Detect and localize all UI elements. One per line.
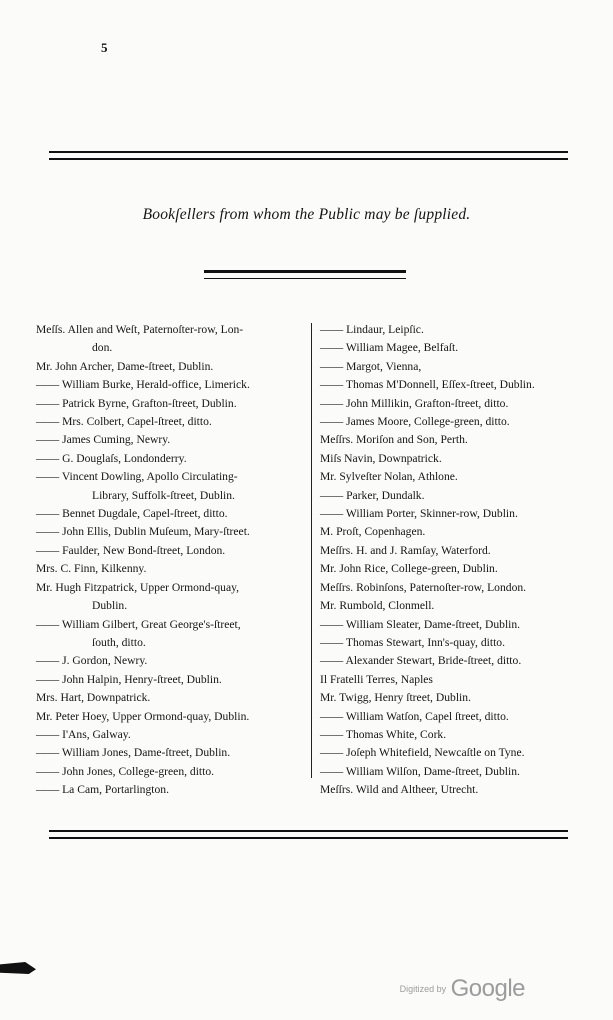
list-item: —— James Cuming, Newry. xyxy=(36,433,171,447)
list-item: Mr. Sylveſter Nolan, Athlone. xyxy=(320,470,458,484)
list-item: —— Margot, Vienna, xyxy=(320,359,422,373)
list-item: Mrs. C. Finn, Kilkenny. xyxy=(36,562,147,576)
list-item: —— J. Gordon, Newry. xyxy=(36,654,148,668)
list-item: —— Alexander Stewart, Bride-ſtreet, ditto. xyxy=(320,654,522,668)
list-item: Mr. Peter Hoey, Upper Ormond-quay, Dublin. xyxy=(36,709,250,723)
list-item: —— La Cam, Portarlington. xyxy=(36,783,169,797)
list-item: —— William Wilſon, Dame-ſtreet, Dublin. xyxy=(320,764,520,778)
list-item: —— William Sleater, Dame-ſtreet, Dublin. xyxy=(320,617,521,631)
list-item: Mr. Rumbold, Clonmell. xyxy=(320,599,435,613)
list-item: —— John Jones, College-green, ditto. xyxy=(36,764,215,778)
list-item: —— Thomas Stewart, Inn's-quay, ditto. xyxy=(320,635,505,649)
list-item: —— Parker, Dundalk. xyxy=(320,488,425,502)
watermark-prefix: Digitized by xyxy=(399,984,447,994)
google-logo: Google xyxy=(450,975,525,1002)
list-item: —— G. Douglaſs, Londonderry. xyxy=(36,451,187,465)
page-title: Bookſellers from whom the Public may be ſupplied. xyxy=(142,206,471,223)
list-item: —— John Millikin, Grafton-ſtreet, ditto. xyxy=(320,396,509,410)
list-item: Mr. Hugh Fitzpatrick, Upper Ormond-quay, xyxy=(36,580,240,594)
list-item: —— Bennet Dugdale, Capel-ſtreet, ditto. xyxy=(36,507,228,521)
list-item: —— William Magee, Belfaſt. xyxy=(320,341,459,355)
list-item: Mr. John Rice, College-green, Dublin. xyxy=(320,562,498,576)
list-item: Meſſrs. Moriſon and Son, Perth. xyxy=(320,433,468,447)
list-item: Meſſs. Allen and Weſt, Paternoſter-row, Lon- xyxy=(36,323,244,336)
top-double-rule xyxy=(49,151,568,160)
column-divider xyxy=(311,323,313,778)
list-item: —— Patrick Byrne, Grafton-ſtreet, Dublin. xyxy=(36,396,237,410)
list-item: —— William Jones, Dame-ſtreet, Dublin. xyxy=(36,746,231,760)
list-item: Miſs Navin, Downpatrick. xyxy=(320,451,442,465)
list-item: Meſſrs. Wild and Altheer, Utrecht. xyxy=(320,783,479,797)
list-item: —— Faulder, New Bond-ſtreet, London. xyxy=(36,543,226,557)
list-item: —— James Moore, College-green, ditto. xyxy=(320,415,510,429)
list-item: Mr. John Archer, Dame-ſtreet, Dublin. xyxy=(36,359,214,373)
list-item: —— Thomas M'Donnell, Eſſex-ſtreet, Dublin. xyxy=(320,378,535,392)
list-item: —— William Gilbert, Great George's-ſtreet, xyxy=(36,617,241,631)
list-item: Il Fratelli Terres, Naples xyxy=(320,672,433,686)
bottom-double-rule xyxy=(49,830,568,839)
list-item: Meſſrs. H. and J. Ramſay, Waterford. xyxy=(320,543,491,557)
list-item: —— John Halpin, Henry-ſtreet, Dublin. xyxy=(36,672,222,686)
list-item: —— Lindaur, Leipſic. xyxy=(320,323,424,336)
title-rule xyxy=(204,270,406,279)
page-mark: 5 xyxy=(101,40,108,55)
list-item: Meſſrs. Robinſons, Paternoſter-row, London. xyxy=(320,580,527,594)
list-item: Dublin. xyxy=(92,599,128,613)
list-item: Mrs. Hart, Downpatrick. xyxy=(36,691,151,705)
list-item: —— I'Ans, Galway. xyxy=(36,727,131,741)
list-item: ſouth, ditto. xyxy=(92,635,146,649)
list-item: —— Thomas White, Cork. xyxy=(320,727,447,741)
google-watermark xyxy=(400,975,525,1003)
list-item: —— Vincent Dowling, Apollo Circulating- xyxy=(36,470,238,484)
left-column xyxy=(36,321,308,800)
list-item: don. xyxy=(92,341,113,355)
list-item: —— William Porter, Skinner-row, Dublin. xyxy=(320,507,518,521)
list-item: M. Proſt, Copenhagen. xyxy=(320,525,426,539)
list-item: —— Joſeph Whitefield, Newcaſtle on Tyne. xyxy=(320,746,525,760)
list-item: Mr. Twigg, Henry ſtreet, Dublin. xyxy=(320,691,471,705)
list-item: —— William Watſon, Capel ſtreet, ditto. xyxy=(320,709,509,723)
ink-blot xyxy=(0,962,36,974)
right-column xyxy=(320,321,590,800)
list-item: —— Mrs. Colbert, Capel-ſtreet, ditto. xyxy=(36,415,212,429)
list-item: —— John Ellis, Dublin Muſeum, Mary-ſtreet. xyxy=(36,525,250,539)
list-item: Library, Suffolk-ſtreet, Dublin. xyxy=(92,488,235,502)
list-item: —— William Burke, Herald-office, Limerick. xyxy=(36,378,250,392)
